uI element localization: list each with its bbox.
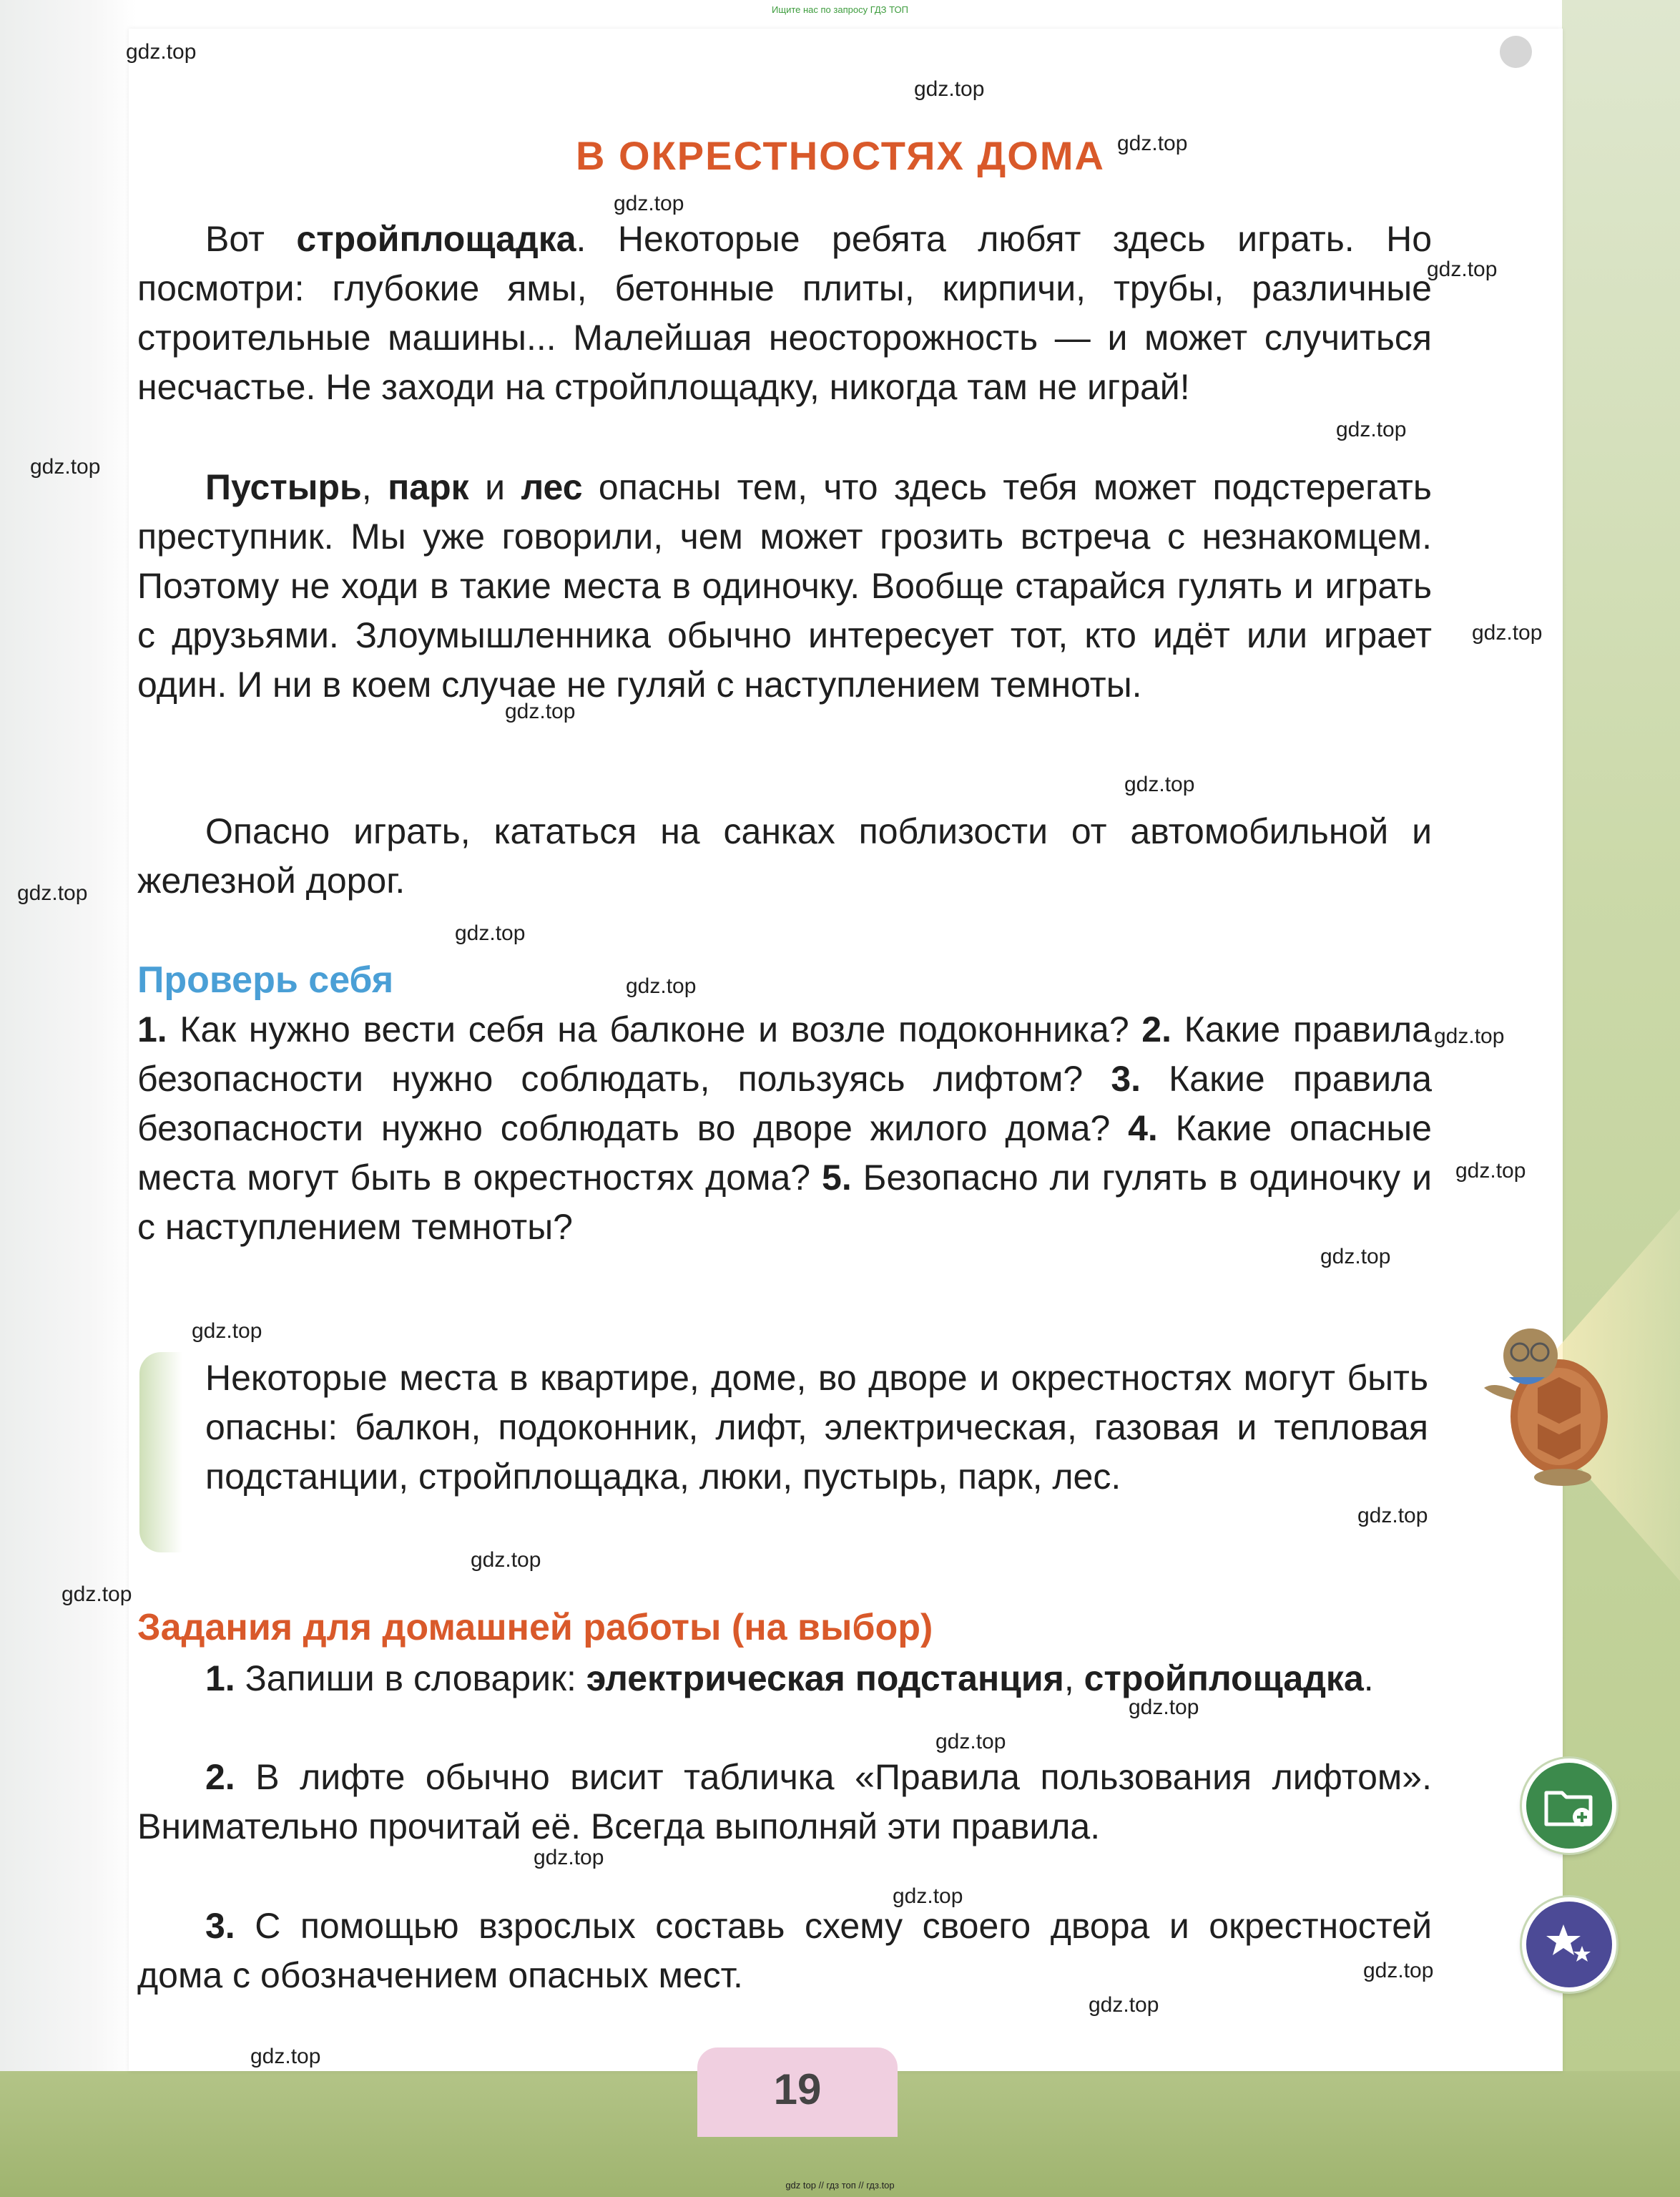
check-questions: 1. Как нужно вести себя на балконе и возле подоконника? 2. Какие правила безопасности нужно соблюдать, пользуясь лифтом? 3. Какие правила безопасности нужно соблюдать во дворе жилого дома? 4. Какие опасные места могут быть в окрестностях дома? 5. Безопасно ли гулять в одиночку и с наступлением темноты?	[137, 1009, 1433, 1247]
watermark: gdz.top	[1320, 1245, 1391, 1268]
watermark: gdz.top	[1363, 1959, 1434, 1982]
watermark: gdz.top	[893, 1884, 963, 1908]
watermark: gdz.top	[62, 1582, 132, 1606]
conclusion-text: Некоторые места в квартире, доме, во дворе и окрестностях могут быть опасны: балкон, подоконник, лифт, электрическая, газовая и тепловая подстанции, стройплощадка, люки, пустырь, парк, лес.	[205, 1358, 1428, 1497]
check-yourself-heading: Проверь себя	[137, 959, 394, 1001]
page-right-decoration	[1562, 0, 1680, 2197]
paragraph-wasteland: Пустырь, парк и лес опасны тем, что здесь тебя может подстерегать преступник. Мы уже говорили, чем может грозить встреча с незнакомцем. Поэтому не ходи в такие места в одиночку. Вообще старайся гулять и играть с друзьями. Злоумышленника обычно интересует тот, кто идёт или играет один. И ни в коем случае не гуляй с наступлением темноты.	[137, 467, 1432, 705]
watermark: gdz.top	[534, 1846, 604, 1869]
page-title: В ОКРЕСТНОСТЯХ ДОМА	[576, 133, 1105, 178]
watermark: gdz.top	[192, 1319, 262, 1343]
homework-task-1: 1. Запиши в словарик: электрическая подстанция, стройплощадка.	[205, 1658, 1374, 1698]
watermark: gdz.top	[1336, 418, 1407, 441]
watermark: gdz.top	[250, 2045, 321, 2068]
watermark: gdz.top	[505, 700, 576, 723]
homework-task-2: 2. В лифте обычно висит табличка «Правила пользования лифтом». Внимательно прочитай её. Всегда выполняй эти правила.	[137, 1757, 1432, 1846]
folder-plus-icon	[1541, 1777, 1598, 1834]
watermark: gdz.top	[914, 77, 985, 101]
watermark: gdz.top	[626, 974, 697, 998]
watermark: gdz.top	[455, 921, 526, 945]
homework-heading: Задания для домашней работы (на выбор)	[137, 1607, 933, 1648]
conclusion-box	[139, 1352, 1438, 1552]
turtle-mascot-icon	[1470, 1316, 1613, 1488]
folder-plus-button[interactable]	[1522, 1758, 1616, 1853]
paragraph-roads: Опасно играть, кататься на санках поблизости от автомобильной и железной дорог.	[137, 811, 1432, 901]
watermark: gdz.top	[1357, 1504, 1428, 1527]
paragraph-construction: Вот стройплощадка. Некоторые ребята любят здесь играть. Но посмотри: глубокие ямы, бетонные плиты, кирпичи, трубы, различные строительные машины... Малейшая неосторожность — и может случиться несчастье. Не заходи на стройплощадку, никогда там не играй!	[137, 219, 1432, 407]
watermark: gdz.top	[1129, 1696, 1199, 1719]
stars-button[interactable]	[1522, 1897, 1616, 1992]
watermark: gdz.top	[614, 192, 684, 215]
watermark: gdz.top	[1427, 258, 1498, 281]
watermark: gdz.top	[1124, 773, 1195, 796]
watermark: gdz.top	[126, 40, 197, 64]
footer-note: gdz top // гдз топ // гдз.top	[785, 2180, 895, 2191]
header-note: Ищите нас по запросу ГДЗ ТОП	[772, 4, 908, 15]
watermark: gdz.top	[30, 455, 101, 479]
watermark: gdz.top	[1455, 1159, 1526, 1183]
watermark: gdz.top	[1434, 1024, 1505, 1048]
decor-dot	[1500, 36, 1532, 68]
stars-icon	[1541, 1916, 1598, 1973]
watermark: gdz.top	[471, 1548, 541, 1572]
watermark: gdz.top	[17, 881, 88, 905]
page-left-margin	[0, 0, 136, 2197]
page-number: 19	[697, 2047, 898, 2137]
watermark: gdz.top	[935, 1730, 1006, 1753]
watermark: gdz.top	[1089, 1993, 1159, 2017]
watermark: gdz.top	[1472, 621, 1543, 645]
watermark: gdz.top	[1117, 132, 1188, 155]
homework-task-3: 3. С помощью взрослых составь схему своего двора и окрестностей дома с обозначением опасных мест.	[137, 1906, 1432, 1995]
